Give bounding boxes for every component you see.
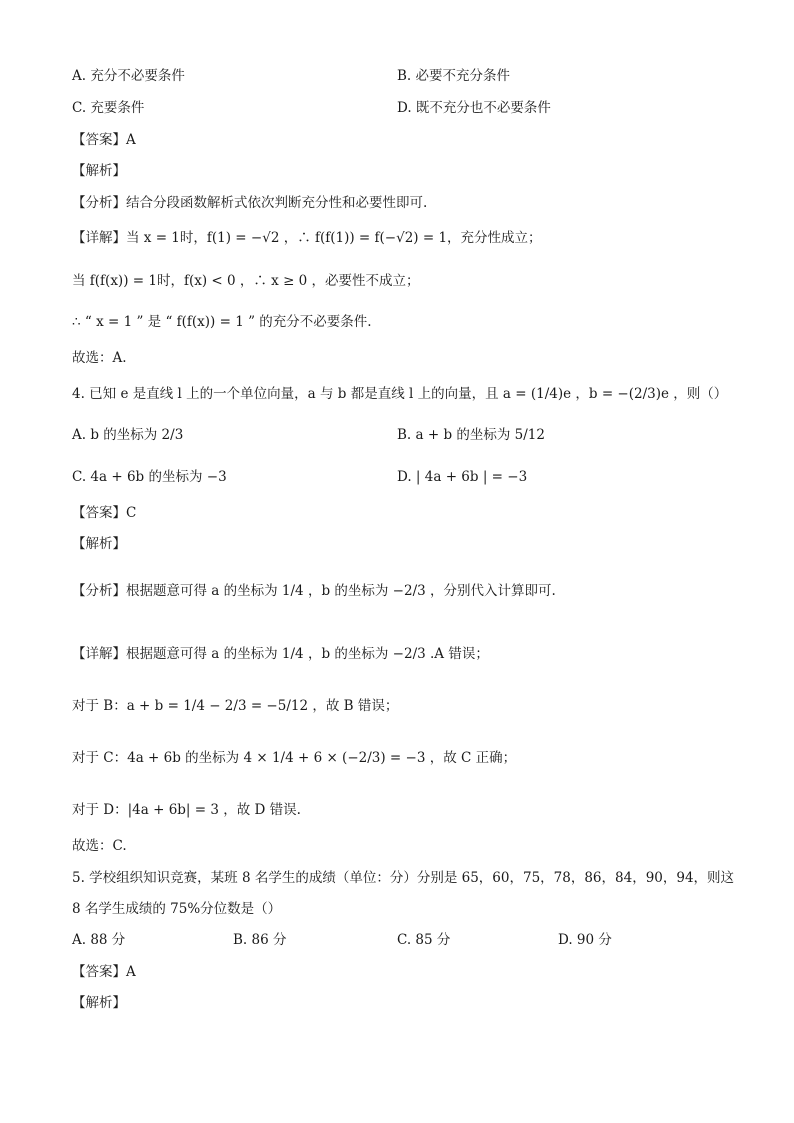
q5-analysis-label: 【解析】 (72, 995, 126, 1011)
q4-fenxi: 【分析】根据题意可得 a 的坐标为 1/4 ，b 的坐标为 −2/3 ，分别代入计算即可. (72, 583, 556, 599)
q3-xiangjie-3: ∴ “ x = 1 ” 是 “ f(f(x)) = 1 ” 的充分不必要条件. (72, 314, 372, 330)
q4-option-c: C. 4a + 6b 的坐标为 −3 (72, 469, 227, 485)
q4-option-c-check: 对于 C：4a + 6b 的坐标为 4 × 1/4 + 6 × (−2/3) = −3 ，故 C 正确； (72, 750, 517, 766)
q3-xiangjie-1: 【详解】当 x = 1时，f(1) = −√2 ，∴ f(f(1)) = f(−√2) = 1，充分性成立； (72, 230, 542, 246)
q5-stem-1: 5. 学校组织知识竞赛，某班 8 名学生的成绩（单位：分）分别是 65，60，75，78，86，84，90，94，则这 (72, 870, 735, 886)
q4-option-d: D. | 4a + 6b | = −3 (397, 469, 528, 485)
q3-choice: 故选：A. (72, 350, 127, 366)
q3-option-d: D. 既不充分也不必要条件 (397, 100, 551, 116)
q4-choice: 故选：C. (72, 838, 127, 854)
q5-option-c: C. 85 分 (397, 932, 451, 948)
q3-option-a: A. 充分不必要条件 (72, 68, 185, 84)
q4-option-b: B. a + b 的坐标为 5/12 (397, 427, 545, 443)
q4-option-d-check: 对于 D：|4a + 6b| = 3 ，故 D 错误. (72, 802, 301, 818)
q4-option-a: A. b 的坐标为 2/3 (72, 427, 184, 443)
q5-option-d: D. 90 分 (558, 932, 612, 948)
q3-xiangjie-2: 当 f(f(x)) = 1时，f(x) < 0 ，∴ x ≥ 0 ，必要性不成立； (72, 273, 420, 289)
q3-fenxi: 【分析】结合分段函数解析式依次判断充分性和必要性即可. (72, 195, 428, 211)
q5-stem-2: 8 名学生成绩的 75%分位数是（） (72, 901, 282, 917)
q4-option-b-check: 对于 B：a + b = 1/4 − 2/3 = −5/12 ，故 B 错误； (72, 698, 399, 714)
q3-option-b: B. 必要不充分条件 (397, 68, 511, 84)
q3-answer: 【答案】A (72, 132, 136, 148)
q5-option-b: B. 86 分 (233, 932, 287, 948)
q4-stem: 4. 已知 e 是直线 l 上的一个单位向量，a 与 b 都是直线 l 上的向量，且 a = (1/4)e ，b = −(2/3)e ，则（） (72, 386, 728, 402)
q3-analysis-label: 【解析】 (72, 163, 126, 179)
q4-xiangjie: 【详解】根据题意可得 a 的坐标为 1/4 ，b 的坐标为 −2/3 .A 错误； (72, 646, 489, 662)
q5-answer: 【答案】A (72, 964, 136, 980)
q4-answer: 【答案】C (72, 505, 137, 521)
q4-analysis-label: 【解析】 (72, 536, 126, 552)
q5-option-a: A. 88 分 (72, 932, 126, 948)
q3-option-c: C. 充要条件 (72, 100, 145, 116)
